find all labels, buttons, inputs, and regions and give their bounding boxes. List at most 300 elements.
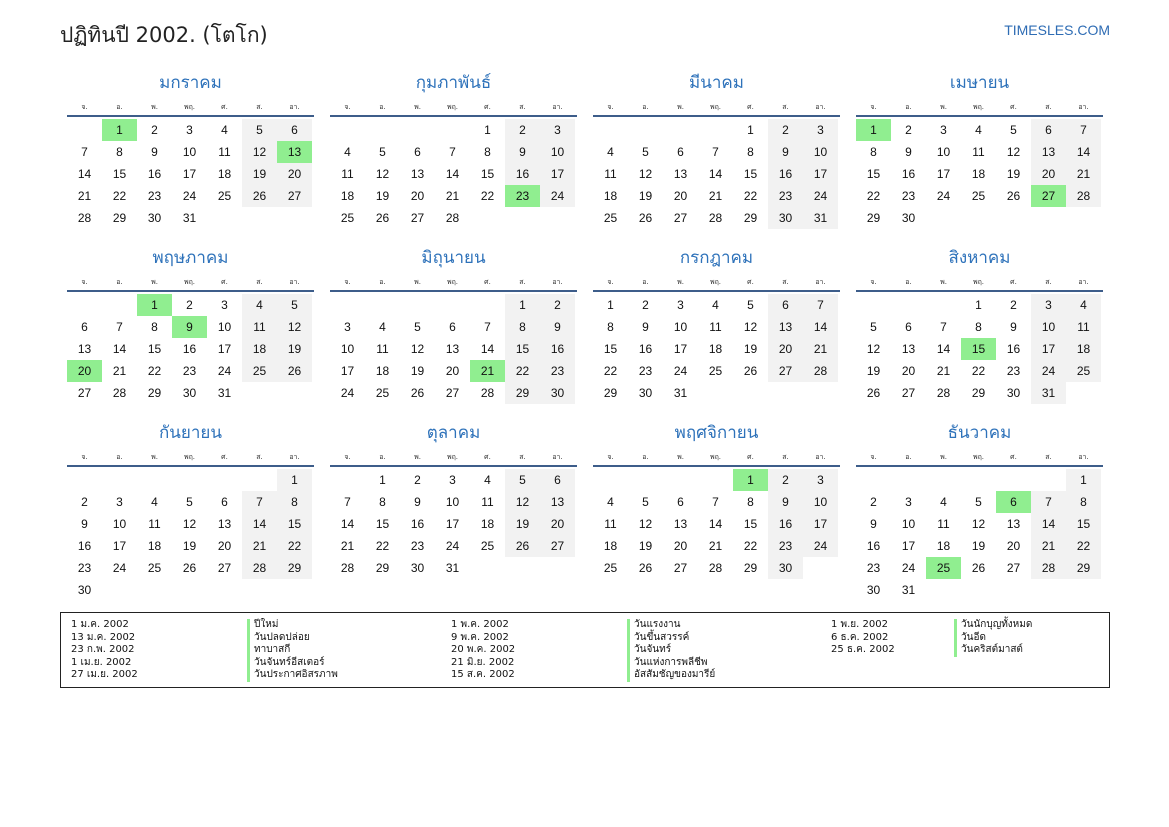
day-cell: 17 bbox=[445, 517, 460, 531]
day-cell: 17 bbox=[1031, 338, 1066, 360]
day-cell: 26 bbox=[743, 364, 758, 378]
day-cell: 9 bbox=[1010, 320, 1017, 334]
day-cell: 16 bbox=[182, 342, 197, 356]
day-cell: 1 bbox=[975, 298, 982, 312]
empty-cell bbox=[400, 294, 435, 316]
day-cell: 26 bbox=[1006, 189, 1021, 203]
day-cell: 21 bbox=[445, 189, 460, 203]
day-grid bbox=[67, 469, 312, 601]
holiday-name: วันอีด bbox=[954, 632, 1032, 645]
day-cell: 21 bbox=[803, 338, 838, 360]
day-cell: 27 bbox=[673, 211, 688, 225]
day-cell: 2 bbox=[870, 495, 877, 509]
day-cell: 30 bbox=[768, 557, 803, 579]
day-cell: 18 bbox=[340, 189, 355, 203]
day-cell: 13 bbox=[673, 167, 688, 181]
day-cell: 6 bbox=[449, 320, 456, 334]
day-cell: 30 bbox=[768, 207, 803, 229]
day-cell: 9 bbox=[81, 517, 88, 531]
empty-cell bbox=[768, 382, 803, 404]
day-cell: 3 bbox=[221, 298, 228, 312]
holiday-date: 20 พ.ค. 2002 bbox=[451, 644, 516, 656]
day-cell: 28 bbox=[1031, 557, 1066, 579]
empty-cell bbox=[1031, 469, 1066, 491]
day-cell: 7 bbox=[712, 495, 719, 509]
day-cell: 16 bbox=[866, 539, 881, 553]
day-cell: 17 bbox=[217, 342, 232, 356]
day-cell: 2 bbox=[81, 495, 88, 509]
empty-cell bbox=[733, 382, 768, 404]
month-name: กุมภาพันธ์ bbox=[415, 73, 492, 93]
day-cell: 2 bbox=[768, 119, 803, 141]
day-cell: 9 bbox=[414, 495, 421, 509]
day-cell: 19 bbox=[638, 189, 653, 203]
day-cell: 23 bbox=[147, 189, 162, 203]
day-cell: 22 bbox=[505, 360, 540, 382]
empty-cell bbox=[67, 469, 102, 491]
day-cell: 9 bbox=[905, 145, 912, 159]
day-cell: 3 bbox=[449, 473, 456, 487]
holiday-day-cell: 27 bbox=[1031, 185, 1066, 207]
holiday-date: 1 ม.ค. 2002 bbox=[71, 619, 129, 630]
holiday-name: วันแรงงาน bbox=[627, 619, 715, 632]
day-cell: 31 bbox=[673, 386, 688, 400]
day-cell: 21 bbox=[242, 535, 277, 557]
day-grid bbox=[856, 119, 1101, 229]
month-name: พฤศจิกายน bbox=[674, 423, 759, 443]
day-cell: 13 bbox=[217, 517, 232, 531]
holiday-date: 9 พ.ค. 2002 bbox=[451, 631, 509, 643]
day-cell: 6 bbox=[677, 495, 684, 509]
holiday-date: 15 ส.ค. 2002 bbox=[451, 669, 515, 681]
day-cell: 2 bbox=[505, 119, 540, 141]
weekday-label: อา. bbox=[1078, 103, 1089, 111]
day-cell: 21 bbox=[112, 364, 127, 378]
weekday-header bbox=[67, 449, 314, 467]
day-cell: 9 bbox=[151, 145, 158, 159]
day-grid bbox=[67, 119, 312, 229]
day-grid bbox=[593, 119, 838, 229]
day-cell: 29 bbox=[375, 561, 390, 575]
day-cell: 15 bbox=[1066, 513, 1101, 535]
empty-cell bbox=[505, 557, 540, 579]
empty-cell bbox=[663, 469, 698, 491]
empty-cell bbox=[172, 469, 207, 491]
month-name: สิงหาคม bbox=[948, 248, 1011, 268]
weekday-label: ส. bbox=[1045, 453, 1052, 461]
day-cell: 22 bbox=[147, 364, 162, 378]
day-cell: 11 bbox=[604, 167, 617, 181]
day-cell: 9 bbox=[870, 517, 877, 531]
day-cell: 22 bbox=[112, 189, 127, 203]
day-cell: 19 bbox=[638, 539, 653, 553]
weekday-label: ศ. bbox=[747, 453, 754, 461]
day-cell: 6 bbox=[1031, 119, 1066, 141]
day-cell: 11 bbox=[376, 342, 389, 356]
month-name: มกราคม bbox=[159, 73, 222, 93]
holiday-date: 1 พ.ค. 2002 bbox=[451, 619, 509, 630]
day-cell: 15 bbox=[112, 167, 127, 181]
day-cell: 3 bbox=[803, 119, 838, 141]
day-cell: 11 bbox=[604, 517, 617, 531]
day-cell: 27 bbox=[445, 386, 460, 400]
month-name: เมษายน bbox=[949, 73, 1010, 93]
day-cell: 5 bbox=[975, 495, 982, 509]
empty-cell bbox=[365, 119, 400, 141]
weekday-label: ศ. bbox=[1010, 103, 1017, 111]
day-cell: 7 bbox=[81, 145, 88, 159]
empty-cell bbox=[435, 294, 470, 316]
day-cell: 24 bbox=[217, 364, 232, 378]
day-cell: 1 bbox=[747, 123, 754, 137]
weekday-header bbox=[593, 99, 840, 117]
day-cell: 10 bbox=[112, 517, 127, 531]
empty-cell bbox=[1031, 207, 1066, 229]
empty-cell bbox=[207, 579, 242, 601]
day-cell: 4 bbox=[484, 473, 491, 487]
day-cell: 15 bbox=[603, 342, 618, 356]
weekday-label: อ. bbox=[379, 453, 386, 461]
empty-cell bbox=[698, 119, 733, 141]
day-cell: 19 bbox=[505, 513, 540, 535]
day-cell: 27 bbox=[217, 561, 232, 575]
day-cell: 15 bbox=[277, 513, 312, 535]
day-cell: 17 bbox=[540, 163, 575, 185]
day-cell: 27 bbox=[901, 386, 916, 400]
day-cell: 1 bbox=[607, 298, 614, 312]
day-cell: 29 bbox=[866, 211, 881, 225]
day-cell: 29 bbox=[505, 382, 540, 404]
day-cell: 11 bbox=[481, 495, 494, 509]
day-cell: 23 bbox=[768, 185, 803, 207]
empty-cell bbox=[330, 119, 365, 141]
day-cell: 3 bbox=[540, 119, 575, 141]
empty-cell bbox=[207, 469, 242, 491]
day-cell: 7 bbox=[940, 320, 947, 334]
holiday-name: วันนักบุญทั้งหมด bbox=[954, 619, 1032, 632]
day-grid bbox=[330, 469, 575, 579]
empty-cell bbox=[540, 557, 575, 579]
weekday-label: ส. bbox=[256, 453, 263, 461]
weekday-label: พฤ. bbox=[709, 453, 722, 461]
day-grid bbox=[593, 294, 838, 404]
month-calendar bbox=[330, 246, 577, 404]
empty-cell bbox=[593, 119, 628, 141]
day-cell: 14 bbox=[936, 342, 951, 356]
day-cell: 28 bbox=[1066, 185, 1101, 207]
weekday-label: จ. bbox=[81, 103, 88, 111]
weekday-header bbox=[330, 449, 577, 467]
day-cell: 7 bbox=[116, 320, 123, 334]
empty-cell bbox=[470, 557, 505, 579]
day-cell: 14 bbox=[340, 517, 355, 531]
day-cell: 8 bbox=[505, 316, 540, 338]
day-grid bbox=[67, 294, 312, 404]
day-cell: 24 bbox=[540, 185, 575, 207]
day-cell: 26 bbox=[182, 561, 197, 575]
page-title: ปฏิทินปี 2002. (โตโก) bbox=[60, 23, 268, 47]
empty-cell bbox=[435, 119, 470, 141]
empty-cell bbox=[1066, 207, 1101, 229]
weekday-label: จ. bbox=[344, 278, 351, 286]
day-cell: 2 bbox=[1010, 298, 1017, 312]
empty-cell bbox=[856, 294, 891, 316]
weekday-label: ศ. bbox=[747, 103, 754, 111]
day-cell: 20 bbox=[445, 364, 460, 378]
day-cell: 30 bbox=[77, 583, 92, 597]
day-cell: 2 bbox=[151, 123, 158, 137]
day-cell: 3 bbox=[940, 123, 947, 137]
empty-cell bbox=[856, 469, 891, 491]
day-cell: 22 bbox=[277, 535, 312, 557]
day-cell: 23 bbox=[182, 364, 197, 378]
day-cell: 10 bbox=[540, 141, 575, 163]
holiday-date: 6 ธ.ค. 2002 bbox=[831, 631, 889, 643]
day-cell: 31 bbox=[1031, 382, 1066, 404]
empty-cell bbox=[277, 579, 312, 601]
day-cell: 12 bbox=[375, 167, 390, 181]
month-calendar bbox=[67, 71, 314, 229]
day-cell: 8 bbox=[747, 495, 754, 509]
site-link[interactable]: TIMESLES.COM bbox=[1004, 22, 1110, 38]
day-cell: 2 bbox=[414, 473, 421, 487]
day-cell: 12 bbox=[277, 316, 312, 338]
day-cell: 19 bbox=[743, 342, 758, 356]
day-cell: 26 bbox=[638, 211, 653, 225]
weekday-label: อ. bbox=[905, 103, 912, 111]
empty-cell bbox=[698, 469, 733, 491]
holiday-day-cell: 1 bbox=[856, 119, 891, 141]
day-cell: 10 bbox=[901, 517, 916, 531]
weekday-label: พ. bbox=[677, 103, 684, 111]
day-cell: 28 bbox=[112, 386, 127, 400]
holiday-day-cell: 25 bbox=[926, 557, 961, 579]
day-cell: 5 bbox=[242, 119, 277, 141]
day-cell: 24 bbox=[803, 535, 838, 557]
day-grid bbox=[856, 469, 1101, 601]
day-cell: 8 bbox=[607, 320, 614, 334]
day-cell: 25 bbox=[708, 364, 723, 378]
month-calendar bbox=[593, 246, 840, 404]
day-cell: 1 bbox=[484, 123, 491, 137]
weekday-label: อ. bbox=[116, 278, 123, 286]
day-cell: 18 bbox=[971, 167, 986, 181]
day-cell: 10 bbox=[182, 145, 197, 159]
day-cell: 5 bbox=[1010, 123, 1017, 137]
empty-cell bbox=[470, 207, 505, 229]
day-cell: 5 bbox=[414, 320, 421, 334]
holiday-date: 27 เม.ย. 2002 bbox=[71, 669, 138, 681]
month-calendar bbox=[593, 421, 840, 579]
day-cell: 21 bbox=[708, 539, 723, 553]
day-cell: 17 bbox=[673, 342, 688, 356]
empty-cell bbox=[1066, 382, 1101, 404]
day-cell: 24 bbox=[673, 364, 688, 378]
empty-cell bbox=[628, 469, 663, 491]
day-cell: 18 bbox=[480, 517, 495, 531]
holiday-day-cell: 1 bbox=[733, 469, 768, 491]
weekday-label: ส. bbox=[256, 103, 263, 111]
day-cell: 8 bbox=[975, 320, 982, 334]
weekday-label: อ. bbox=[642, 453, 649, 461]
empty-cell bbox=[926, 207, 961, 229]
day-cell: 3 bbox=[116, 495, 123, 509]
weekday-label: พ. bbox=[677, 278, 684, 286]
weekday-label: ส. bbox=[519, 278, 526, 286]
month-calendar bbox=[67, 421, 314, 601]
weekday-label: อ. bbox=[642, 103, 649, 111]
day-cell: 5 bbox=[379, 145, 386, 159]
day-cell: 14 bbox=[1031, 513, 1066, 535]
day-cell: 8 bbox=[379, 495, 386, 509]
empty-cell bbox=[277, 382, 312, 404]
day-cell: 23 bbox=[901, 189, 916, 203]
day-cell: 13 bbox=[77, 342, 92, 356]
holiday-date-column bbox=[451, 619, 515, 682]
holiday-name: วันคริสต์มาสต์ bbox=[954, 644, 1032, 657]
day-cell: 22 bbox=[375, 539, 390, 553]
empty-cell bbox=[663, 119, 698, 141]
weekday-label: พ. bbox=[940, 453, 947, 461]
day-cell: 8 bbox=[870, 145, 877, 159]
month-name: ตุลาคม bbox=[426, 423, 481, 443]
holiday-date: 23 ก.พ. 2002 bbox=[71, 644, 135, 656]
weekday-label: ส. bbox=[782, 103, 789, 111]
day-cell: 10 bbox=[1031, 316, 1066, 338]
empty-cell bbox=[803, 557, 838, 579]
holiday-name: ปีใหม่ bbox=[247, 619, 338, 632]
weekday-label: พฤ. bbox=[183, 278, 196, 286]
day-cell: 27 bbox=[410, 211, 425, 225]
day-cell: 21 bbox=[1031, 535, 1066, 557]
day-cell: 22 bbox=[1066, 535, 1101, 557]
day-cell: 26 bbox=[866, 386, 881, 400]
day-cell: 13 bbox=[445, 342, 460, 356]
day-cell: 20 bbox=[1006, 539, 1021, 553]
weekday-header bbox=[593, 449, 840, 467]
holiday-list bbox=[60, 612, 1110, 688]
day-cell: 5 bbox=[505, 469, 540, 491]
day-cell: 6 bbox=[768, 294, 803, 316]
empty-cell bbox=[67, 119, 102, 141]
day-cell: 28 bbox=[803, 360, 838, 382]
day-cell: 28 bbox=[77, 211, 92, 225]
weekday-label: พ. bbox=[151, 453, 158, 461]
day-cell: 18 bbox=[217, 167, 232, 181]
day-cell: 9 bbox=[642, 320, 649, 334]
month-calendar bbox=[856, 71, 1103, 229]
weekday-label: ส. bbox=[1045, 103, 1052, 111]
weekday-header bbox=[856, 449, 1103, 467]
day-cell: 24 bbox=[936, 189, 951, 203]
month-calendar bbox=[856, 246, 1103, 404]
day-cell: 24 bbox=[340, 386, 355, 400]
weekday-label: พ. bbox=[677, 453, 684, 461]
day-cell: 2 bbox=[186, 298, 193, 312]
weekday-label: พฤ. bbox=[709, 103, 722, 111]
holiday-day-cell: 15 bbox=[961, 338, 996, 360]
empty-cell bbox=[926, 294, 961, 316]
day-cell: 18 bbox=[936, 539, 951, 553]
day-cell: 3 bbox=[186, 123, 193, 137]
weekday-label: พ. bbox=[151, 278, 158, 286]
day-cell: 13 bbox=[768, 316, 803, 338]
day-cell: 15 bbox=[505, 338, 540, 360]
holiday-day-cell: 1 bbox=[102, 119, 137, 141]
day-cell: 13 bbox=[1031, 141, 1066, 163]
weekday-header bbox=[330, 274, 577, 292]
day-cell: 20 bbox=[410, 189, 425, 203]
day-cell: 9 bbox=[505, 141, 540, 163]
empty-cell bbox=[277, 207, 312, 229]
weekday-label: ส. bbox=[256, 278, 263, 286]
day-cell: 1 bbox=[505, 294, 540, 316]
day-cell: 31 bbox=[901, 583, 916, 597]
day-cell: 12 bbox=[743, 320, 758, 334]
empty-cell bbox=[172, 579, 207, 601]
day-cell: 17 bbox=[803, 163, 838, 185]
day-cell: 4 bbox=[712, 298, 719, 312]
day-cell: 29 bbox=[971, 386, 986, 400]
day-cell: 3 bbox=[905, 495, 912, 509]
empty-cell bbox=[400, 119, 435, 141]
day-cell: 24 bbox=[182, 189, 197, 203]
day-cell: 6 bbox=[221, 495, 228, 509]
day-cell: 19 bbox=[971, 539, 986, 553]
weekday-label: จ. bbox=[870, 278, 877, 286]
empty-cell bbox=[996, 207, 1031, 229]
day-cell: 4 bbox=[975, 123, 982, 137]
day-cell: 12 bbox=[866, 342, 881, 356]
holiday-date: 1 เม.ย. 2002 bbox=[71, 656, 132, 668]
weekday-label: อา. bbox=[552, 103, 563, 111]
day-cell: 20 bbox=[277, 163, 312, 185]
weekday-label: ศ. bbox=[484, 278, 491, 286]
day-cell: 15 bbox=[866, 167, 881, 181]
day-cell: 21 bbox=[1066, 163, 1101, 185]
day-cell: 22 bbox=[971, 364, 986, 378]
holiday-name: วันจันทร์ bbox=[627, 644, 715, 657]
weekday-label: อา. bbox=[1078, 453, 1089, 461]
empty-cell bbox=[102, 294, 137, 316]
day-cell: 14 bbox=[708, 167, 723, 181]
empty-cell bbox=[137, 579, 172, 601]
holiday-date: 21 มิ.ย. 2002 bbox=[451, 656, 515, 668]
day-cell: 12 bbox=[182, 517, 197, 531]
day-cell: 4 bbox=[607, 495, 614, 509]
day-cell: 11 bbox=[148, 517, 161, 531]
day-cell: 3 bbox=[1031, 294, 1066, 316]
day-cell: 29 bbox=[112, 211, 127, 225]
holiday-day-cell: 23 bbox=[505, 185, 540, 207]
day-cell: 17 bbox=[936, 167, 951, 181]
month-calendar bbox=[593, 71, 840, 229]
month-name: ธันวาคม bbox=[947, 423, 1012, 443]
day-cell: 13 bbox=[901, 342, 916, 356]
weekday-label: พฤ. bbox=[972, 278, 985, 286]
weekday-label: ศ. bbox=[484, 103, 491, 111]
day-cell: 22 bbox=[480, 189, 495, 203]
day-cell: 18 bbox=[603, 189, 618, 203]
day-cell: 8 bbox=[151, 320, 158, 334]
weekday-label: ศ. bbox=[1010, 453, 1017, 461]
weekday-label: พ. bbox=[414, 453, 421, 461]
day-cell: 24 bbox=[445, 539, 460, 553]
day-cell: 24 bbox=[1031, 360, 1066, 382]
empty-cell bbox=[698, 382, 733, 404]
day-cell: 7 bbox=[1066, 119, 1101, 141]
day-cell: 21 bbox=[340, 539, 355, 553]
